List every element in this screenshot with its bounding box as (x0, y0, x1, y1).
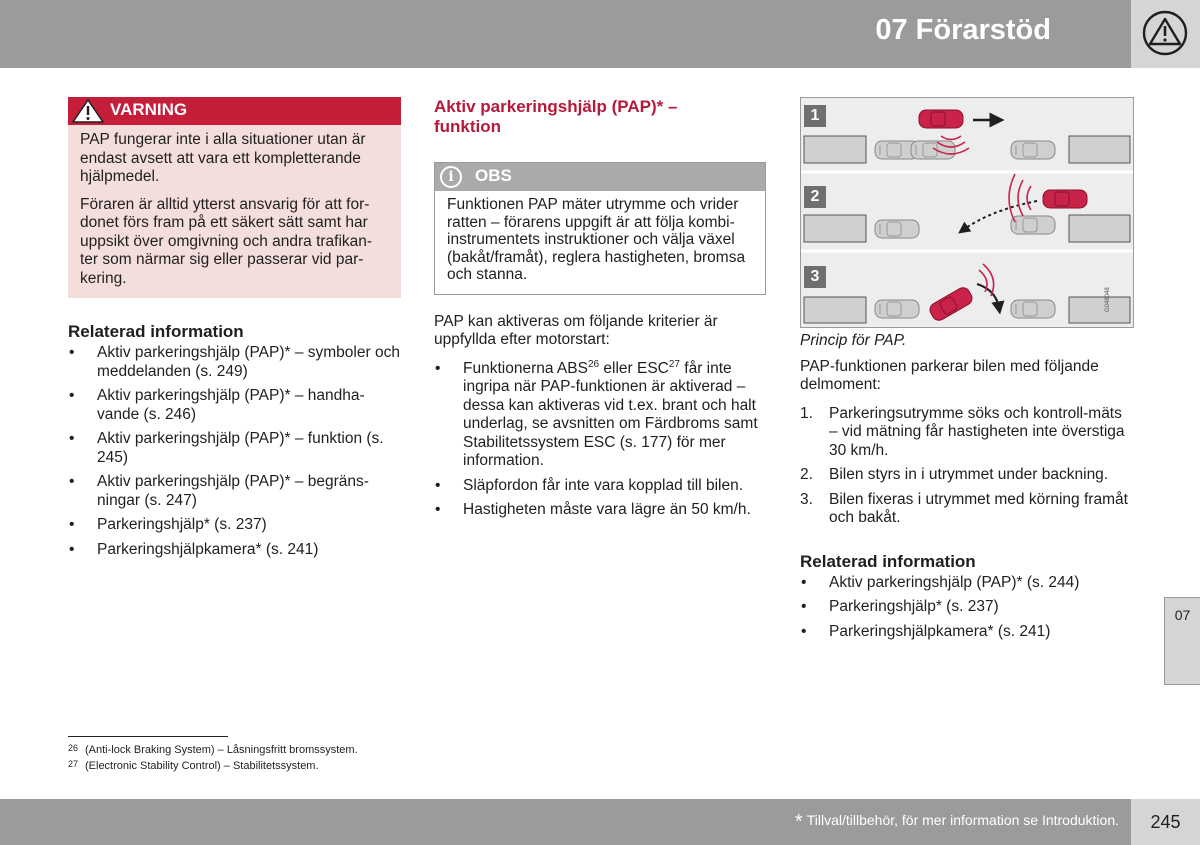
criteria-item: • Funktionerna ABS$^{26}$ eller ESC$^{27}$ får inte ingripa när PAP-funktionen är aktiverad – dessa kan aktiveras vid t.ex. brant och halt underlag, se avsnitten om Färdbroms samt Stabilitetssystem ESC (s. 177) för mer information. (434, 360, 766, 471)
obs-text: Funktionen PAP mäter utrymme och vrider ratten – förarens uppgift är att följa kombi-instrumentets instruktioner och välja växel (bakåt/framåt), reglera hastigheten, bromsa och stanna. (447, 196, 746, 283)
step-item: 1. Parkeringsutrymme söks och kontroll-mäts – vid mätning får hastigheten inte överstiga 30 km/h. (800, 404, 1125, 459)
related-info-heading: Relaterad information (68, 322, 244, 341)
section-title-line: Aktiv parkeringshjälp (PAP)* – (434, 97, 678, 116)
related-link[interactable]: • Parkeringshjälp* (s. 237) (800, 598, 1134, 617)
related-link[interactable]: • Aktiv parkeringshjälp (PAP)* – handha-vande (s. 246) (68, 387, 401, 424)
related-link[interactable]: • Aktiv parkeringshjälp (PAP)* (s. 244) (800, 574, 1134, 593)
step-item: 3. Bilen fixeras i utrymmet med körning framåt och bakåt. (800, 490, 1128, 526)
related-link[interactable]: • Parkeringshjälpkamera* (s. 241) (68, 541, 401, 560)
chapter-header (0, 0, 1131, 68)
page-number: 245 (1131, 799, 1200, 845)
step-item: 2. Bilen styrs in i utrymmet under backning. (800, 466, 1109, 483)
chapter-title: 07 Förarstöd (875, 14, 1051, 46)
footnotes (68, 741, 358, 773)
right-column (800, 97, 1134, 647)
related-info-list (68, 344, 401, 559)
related-info-heading: Relaterad information (800, 551, 976, 571)
warning-header (68, 97, 401, 125)
footnote-divider (68, 736, 228, 737)
steps-intro: PAP-funktionen parkerar bilen med följande delmoment: (800, 357, 1099, 393)
footnote: 26 (Anti-lock Braking System) – Låsningsfritt bromssystem. (68, 743, 358, 756)
related-link[interactable]: • Aktiv parkeringshjälp (PAP)* – symboler och meddelanden (s. 249) (68, 344, 401, 381)
parking-diagram (801, 98, 1133, 327)
middle-column (434, 97, 766, 526)
footnote: 27 (Electronic Stability Control) – Stabilitetssystem. (68, 759, 319, 772)
criteria-intro: PAP kan aktiveras om följande kriterier är uppfyllda efter motorstart: (434, 312, 718, 348)
figure-caption: Princip för PAP. (800, 332, 907, 349)
warning-label: VARNING (110, 100, 188, 119)
page-footer (0, 799, 1131, 845)
warning-body (68, 125, 401, 298)
related-info-list (800, 574, 1134, 642)
warning-triangle-icon (70, 98, 106, 124)
criteria-item: • Hastigheten måste vara lägre än 50 km/h. (434, 501, 766, 520)
figure-code: G048048 (1105, 287, 1111, 312)
accessory-note: * Tillval/tillbehör, för mer information se Introduktion. (794, 811, 1119, 833)
step-1-marker: 1 (804, 105, 826, 127)
obs-header (435, 163, 765, 191)
related-link[interactable]: • Aktiv parkeringshjälp (PAP)* – funktion (s. 245) (68, 430, 401, 467)
step-2-marker: 2 (804, 186, 826, 208)
obs-box (434, 162, 766, 295)
chapter-icon-box (1131, 0, 1200, 68)
related-link[interactable]: • Parkeringshjälp* (s. 237) (68, 516, 401, 535)
info-icon: i (440, 166, 462, 188)
section-title-line: funktion (434, 117, 502, 136)
warning-paragraph: Föraren är alltid ytterst ansvarig för att for-donet förs fram på ett säkert sätt samt har uppsikt över omgivning och andra trafikan-ter som närmar sig eller passerar vid par-kering. (80, 195, 373, 287)
criteria-list (434, 360, 766, 520)
related-link[interactable]: • Aktiv parkeringshjälp (PAP)* – begräns-ningar (s. 247) (68, 473, 401, 510)
criteria-item: • Släpfordon får inte vara kopplad till bilen. (434, 477, 766, 496)
steps-list (800, 405, 1134, 528)
section-title (434, 97, 766, 137)
warning-box (68, 97, 401, 298)
chapter-side-tab[interactable]: 07 (1164, 597, 1200, 685)
warning-triangle-icon (1141, 10, 1189, 56)
step-3-marker: 3 (804, 266, 826, 288)
pap-principle-illustration (800, 97, 1134, 328)
related-link[interactable]: • Parkeringshjälpkamera* (s. 241) (800, 623, 1134, 642)
left-column (68, 97, 401, 565)
warning-paragraph: PAP fungerar inte i alla situationer utan är endast avsett att vara ett kompletterande hjälpmedel. (80, 131, 366, 185)
obs-label: OBS (475, 166, 512, 185)
